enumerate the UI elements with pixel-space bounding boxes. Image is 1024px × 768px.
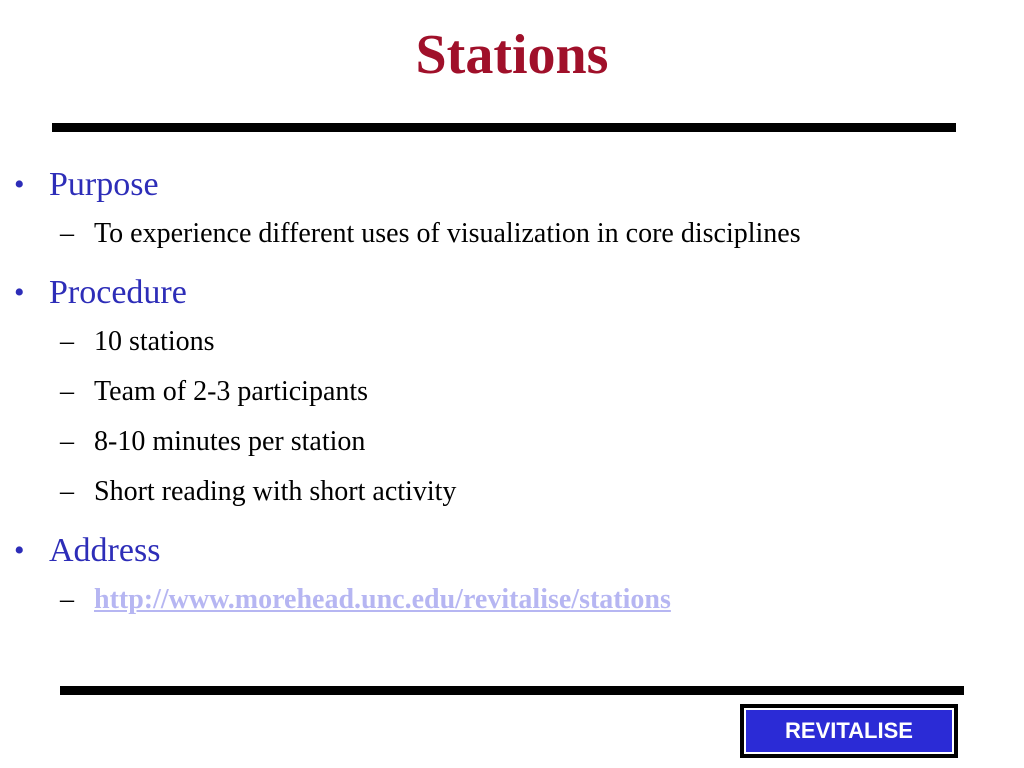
bullet-dot: • [14,534,25,567]
sub-dash: – [60,426,74,457]
sub-item [0,470,1024,520]
revitalise-badge: REVITALISE [744,708,954,754]
bullet-dot: • [14,276,25,309]
sub-dash: – [60,584,74,615]
address-link[interactable]: http://www.morehead.unc.edu/revitalise/stations [94,584,671,615]
sub-item [0,212,1024,262]
sub-item [0,370,1024,420]
slide-outline [0,160,1024,628]
bullet-heading-purpose: Purpose [49,166,159,203]
bullet-heading-address: Address [49,532,161,569]
top-divider [52,123,956,132]
sub-dash: – [60,376,74,407]
sub-dash: – [60,326,74,357]
bottom-divider [60,686,964,695]
sub-item-text: To experience different uses of visualization in core disciplines [94,218,801,249]
sub-item [0,578,1024,628]
bullet-dot: • [14,168,25,201]
sub-item [0,420,1024,470]
sub-item-text: 10 stations [94,326,215,357]
sub-item-text: 8-10 minutes per station [94,426,366,457]
bullet-address [0,526,1024,578]
bullet-purpose [0,160,1024,212]
sub-item-text: Team of 2-3 participants [94,376,369,407]
revitalise-badge-frame [740,704,958,758]
sub-item [0,320,1024,370]
sub-dash: – [60,476,74,507]
sub-dash: – [60,218,74,249]
bullet-procedure [0,268,1024,320]
bullet-heading-procedure: Procedure [49,274,187,311]
slide-title: Stations [415,24,609,86]
sub-item-text: Short reading with short activity [94,476,457,507]
